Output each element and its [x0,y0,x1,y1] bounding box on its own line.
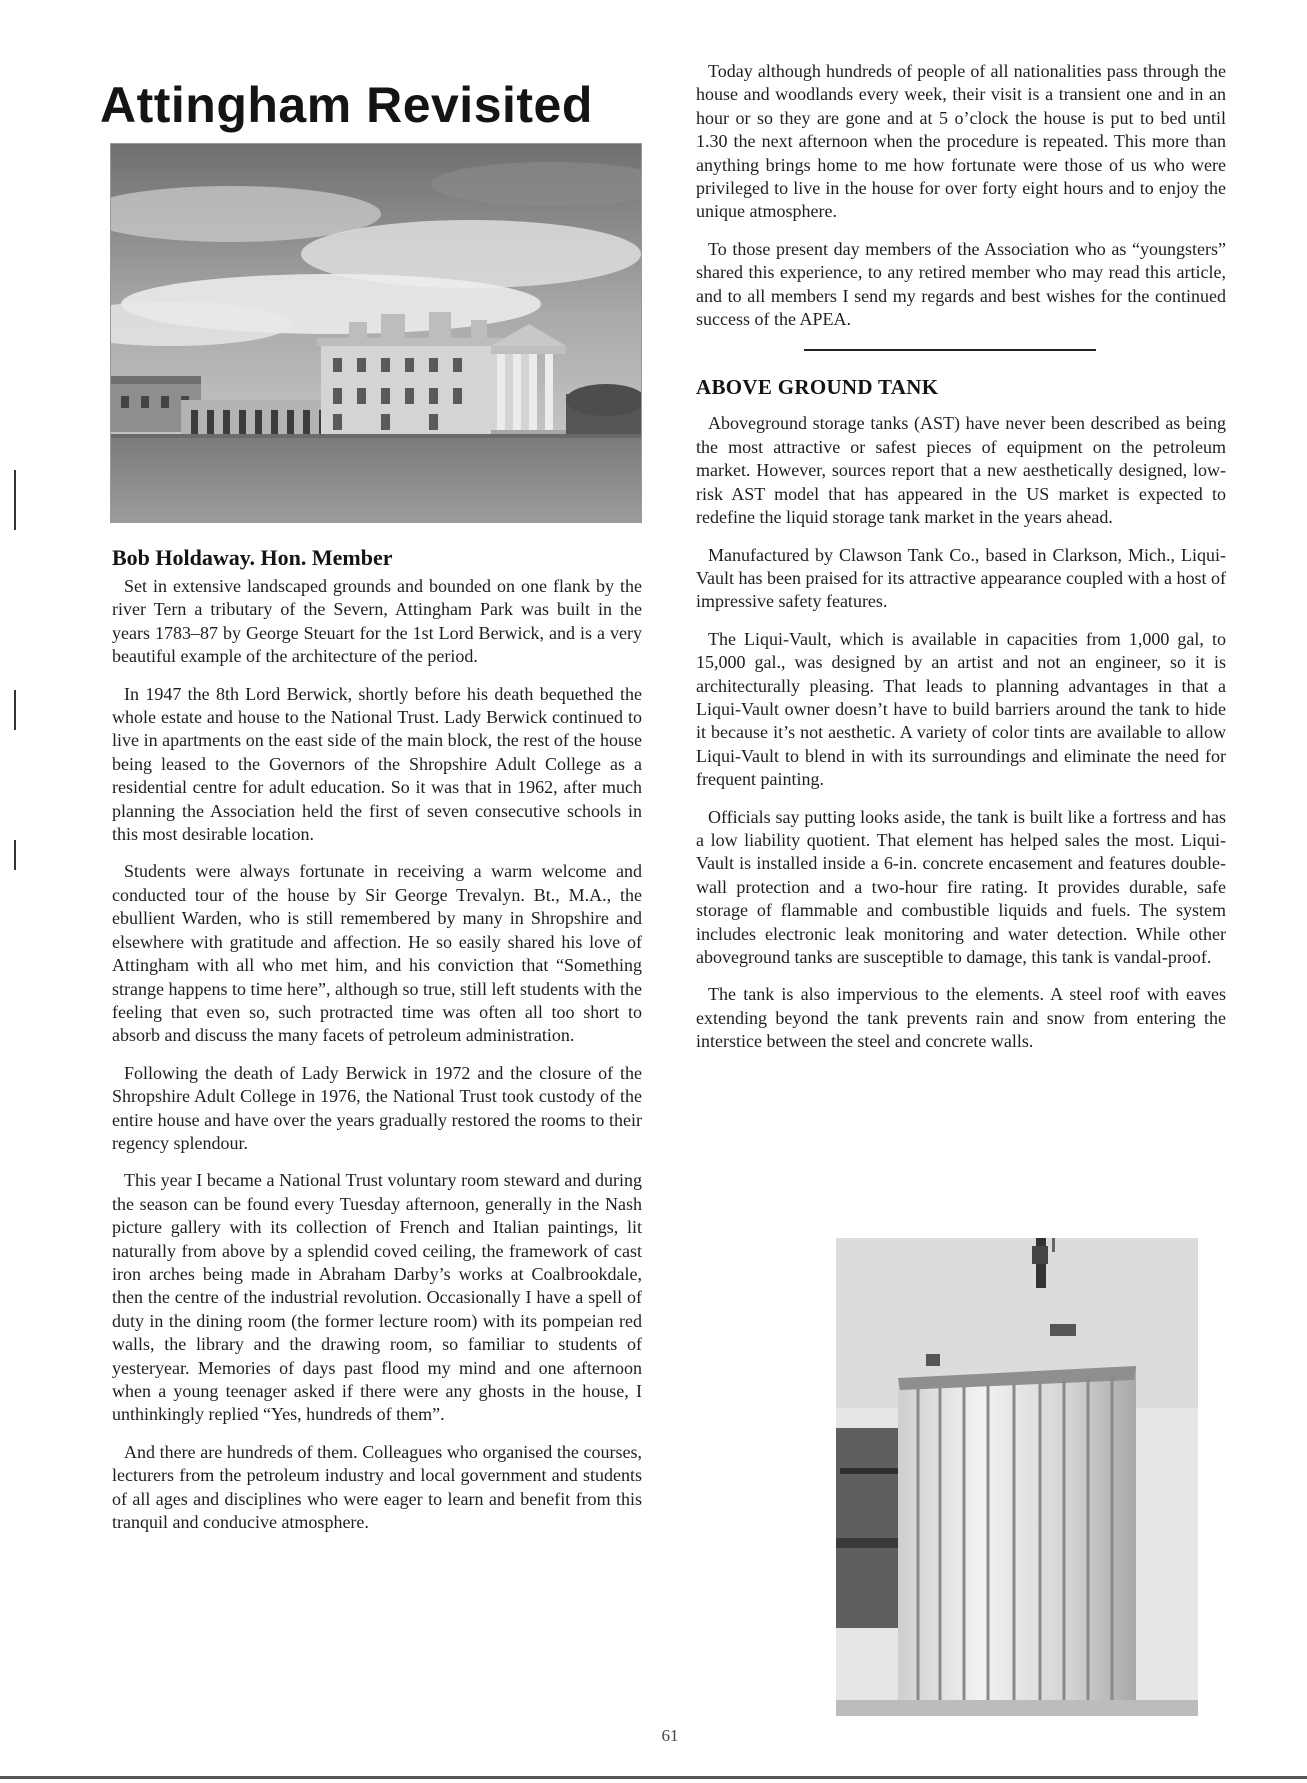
section-paragraph-3: The Liqui-Vault, which is available in capacities from 1,000 gal, to 15,000 gal., was designed by an artist and not an engineer, so it is architecturally pleasing. That leads to planning advantages in that a Liqui-Vault owner doesn’t have to build barriers around the tank to hide it because it’s not aesthetic. A variety of color tints are available to allow Liqui-Vault to blend in with its surroundings and eliminate the need for frequent painting. [696,628,1226,790]
section-paragraph-2: Manufactured by Clawson Tank Co., based in Clarkson, Mich., Liqui-Vault has been praised for its attractive appearance coupled with a host of impressive safety features. [696,544,1226,612]
section-paragraph-4: Officials say putting looks aside, the tank is built like a fortress and has a low liability quotient. That element has helped sales the most. Liqui-Vault is installed inside a 6-in. concrete encasement and features double-wall protection and a two-hour fire rating. It provides durable, safe storage of flammable and combustible liquids and fuels. The system includes electronic leak monitoring and water detection. While other aboveground tanks are susceptible to damage, this tank is vandal-proof. [696,806,1226,967]
scan-edge-mark [14,470,16,530]
article-title: Attingham Revisited [100,77,593,133]
article-paragraph-8: To those present day members of the Association who as “youngsters” shared this experience, to any retired member who may read this article, and to all members I send my regards and best wishes for the continued success of the APEA. [696,238,1226,330]
article-paragraph-2: In 1947 the 8th Lord Berwick, shortly before his death bequethed the whole estate and house to the National Trust. Lady Berwick continued to live in apartments on the east side of the main block, the rest of the house being leased to the Governors of the Shropshire Adult College as a residential centre for adult education. So it was that in 1962, after much planning the Association held the first of seven consecutive schools in this most desirable location. [112,683,642,845]
scan-bottom-rule [0,1776,1307,1779]
article-paragraph-6: And there are hundreds of them. Colleagues who organised the courses, lecturers from the petroleum industry and local government and students of all ages and disciplines who were eager to learn and benefit from this tranquil and conducive atmosphere. [112,1441,642,1533]
left-column [100,60,642,1548]
section-divider [804,349,1096,351]
liqui-vault-tank-photo [836,1238,1198,1716]
article-paragraph-5: This year I became a National Trust voluntary room steward and during the season can be found every Tuesday afternoon, generally in the Nash picture gallery with its collection of French and Italian paintings, lit naturally from above by a splendid coved ceiling, the framework of cast iron arches being made in Abraham Darby’s works at Coalbrookdale, then the centre of the industrial revolution. Occasionally I have a spell of duty in the dining room (the former lecture room) with its pompeian red walls, the library and the drawing room, so familiar to students of yesteryear. Memories of days past flood my mind and one afternoon when a young teenager asked if there were any ghosts in the house, I unthinkingly replied “Yes, hundreds of them”. [112,1170,642,1425]
article-paragraph-1: Set in extensive landscaped grounds and bounded on one flank by the river Tern a tributary of the Severn, Attingham Park was built in the years 1783–87 by George Steuart for the 1st Lord Berwick, and is a very beautiful example of the architecture of the period. [112,576,642,667]
section-heading: ABOVE GROUND TANK [696,375,939,400]
section-paragraph-5: The tank is also impervious to the elements. A steel roof with eaves extending beyond the tank prevents rain and snow from entering the interstice between the steel and concrete walls. [696,984,1226,1052]
scan-edge-mark [14,690,16,730]
article-paragraph-3: Students were always fortunate in receiving a warm welcome and conducted tour of the house by Sir George Trevalyn. Bt., M.A., the ebullient Warden, who is still remembered by many in Shropshire and elsewhere with gratitude and affection. He so easily shared his love of Attingham with all who met him, and his conviction that “Something strange happens to time here”, although so true, still left students with the feeling that even so, such protracted time was often all too short to absorb and discuss the many facets of petroleum administration. [112,861,642,1046]
article-byline: Bob Holdaway. Hon. Member [112,545,393,570]
attingham-house-photo [110,143,642,523]
scan-edge-mark [14,840,16,870]
article-paragraph-4: Following the death of Lady Berwick in 1972 and the closure of the Shropshire Adult College in 1976, the National Trust took custody of the entire house and have over the years gradually restored the rooms to their regency splendour. [112,1062,642,1153]
article-paragraph-7: Today although hundreds of people of all nationalities pass through the house and woodlands every week, their visit is a transient one and in an hour or so they are gone and at 5 o’clock the house is put to bed until 1.30 the next afternoon when the procedure is repeated. This more than anything brings home to me how fortunate were those of us who were privileged to live in the house for over forty eight hours and to enjoy the unique atmosphere. [696,61,1226,222]
right-column [696,60,1226,1068]
page-number: 61 [661,1726,679,1745]
section-paragraph-1: Aboveground storage tanks (AST) have never been described as being the most attractive or safest pieces of equipment on the petroleum market. However, sources report that a new aesthetically designed, low-risk AST model that has appeared in the US market is expected to redefine the liquid storage tank market in the years ahead. [696,413,1226,528]
